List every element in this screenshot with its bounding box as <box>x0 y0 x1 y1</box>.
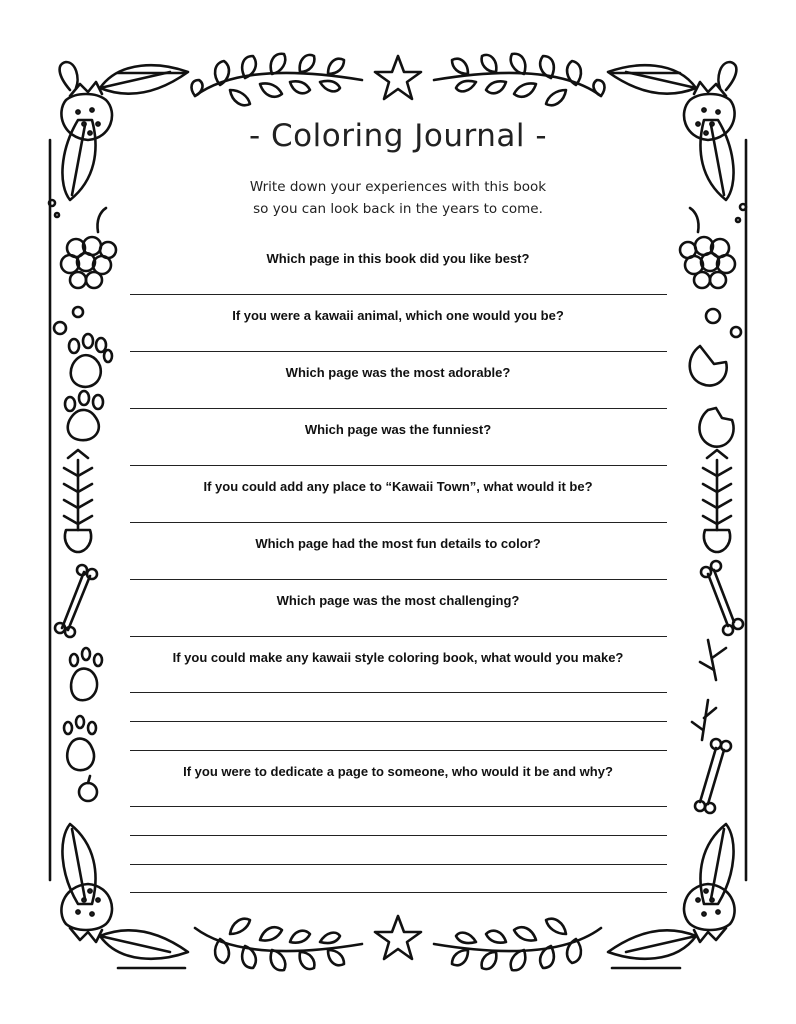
question-4: Which page was the funniest? <box>304 422 492 437</box>
answer-line[interactable] <box>130 692 667 693</box>
page-title: - Coloring Journal - <box>248 118 548 154</box>
question-1: Which page in this book did you like best? <box>266 251 530 266</box>
answer-line[interactable] <box>130 465 667 466</box>
paw-icon <box>70 648 102 700</box>
question-9: If you were to dedicate a page to someone, who would it be and why? <box>183 764 613 779</box>
answer-line[interactable] <box>130 636 667 637</box>
question-6: Which page had the most fun details to color? <box>255 536 541 551</box>
paw-icon <box>69 334 112 387</box>
vine-icon <box>195 919 362 970</box>
paw-icon <box>64 716 96 770</box>
answer-line[interactable] <box>130 864 667 865</box>
question-8: If you could make any kawaii style coloring book, what would you make? <box>172 650 624 665</box>
bone-icon <box>55 565 97 637</box>
question-5: If you could add any place to “Kawaii Town”, what would it be? <box>203 479 593 494</box>
vine-icon <box>192 54 362 105</box>
cookie-icon <box>79 776 97 801</box>
leaf-icon <box>608 930 696 958</box>
question-7: Which page was the most challenging? <box>276 593 520 608</box>
leaf-icon <box>100 930 188 958</box>
answer-line[interactable] <box>130 579 667 580</box>
leaf-icon <box>608 65 696 93</box>
answer-line[interactable] <box>130 721 667 722</box>
raspberry-icon <box>680 208 735 288</box>
paw-icon <box>65 391 103 440</box>
answer-line[interactable] <box>130 892 667 893</box>
subtitle-line: so you can look back in the years to come. <box>253 201 543 217</box>
raspberry-icon <box>61 208 116 288</box>
strawberry-icon <box>684 94 735 140</box>
star-icon <box>375 56 421 99</box>
strawberry-icon <box>61 884 112 930</box>
bone-icon <box>695 739 731 813</box>
answer-line[interactable] <box>130 408 667 409</box>
cookie-icon <box>690 346 734 447</box>
strawberry-icon <box>684 884 735 930</box>
answer-line[interactable] <box>130 294 667 295</box>
page-subtitle <box>180 176 616 220</box>
answer-line[interactable] <box>130 351 667 352</box>
vine-icon <box>434 54 604 105</box>
twig-icon <box>692 640 726 740</box>
subtitle-line: Write down your experiences with this book <box>249 179 547 195</box>
leaf-icon <box>100 65 188 93</box>
answer-line[interactable] <box>130 522 667 523</box>
question-2: If you were a kawaii animal, which one would you be? <box>232 308 564 323</box>
answer-line[interactable] <box>130 835 667 836</box>
answer-line[interactable] <box>130 806 667 807</box>
vine-icon <box>434 919 601 970</box>
star-icon <box>375 916 421 959</box>
bone-icon <box>701 561 743 635</box>
question-3: Which page was the most adorable? <box>285 365 511 380</box>
fish-bone-icon <box>703 450 731 552</box>
fish-bone-icon <box>64 450 92 552</box>
answer-line[interactable] <box>130 750 667 751</box>
strawberry-icon <box>61 94 112 140</box>
